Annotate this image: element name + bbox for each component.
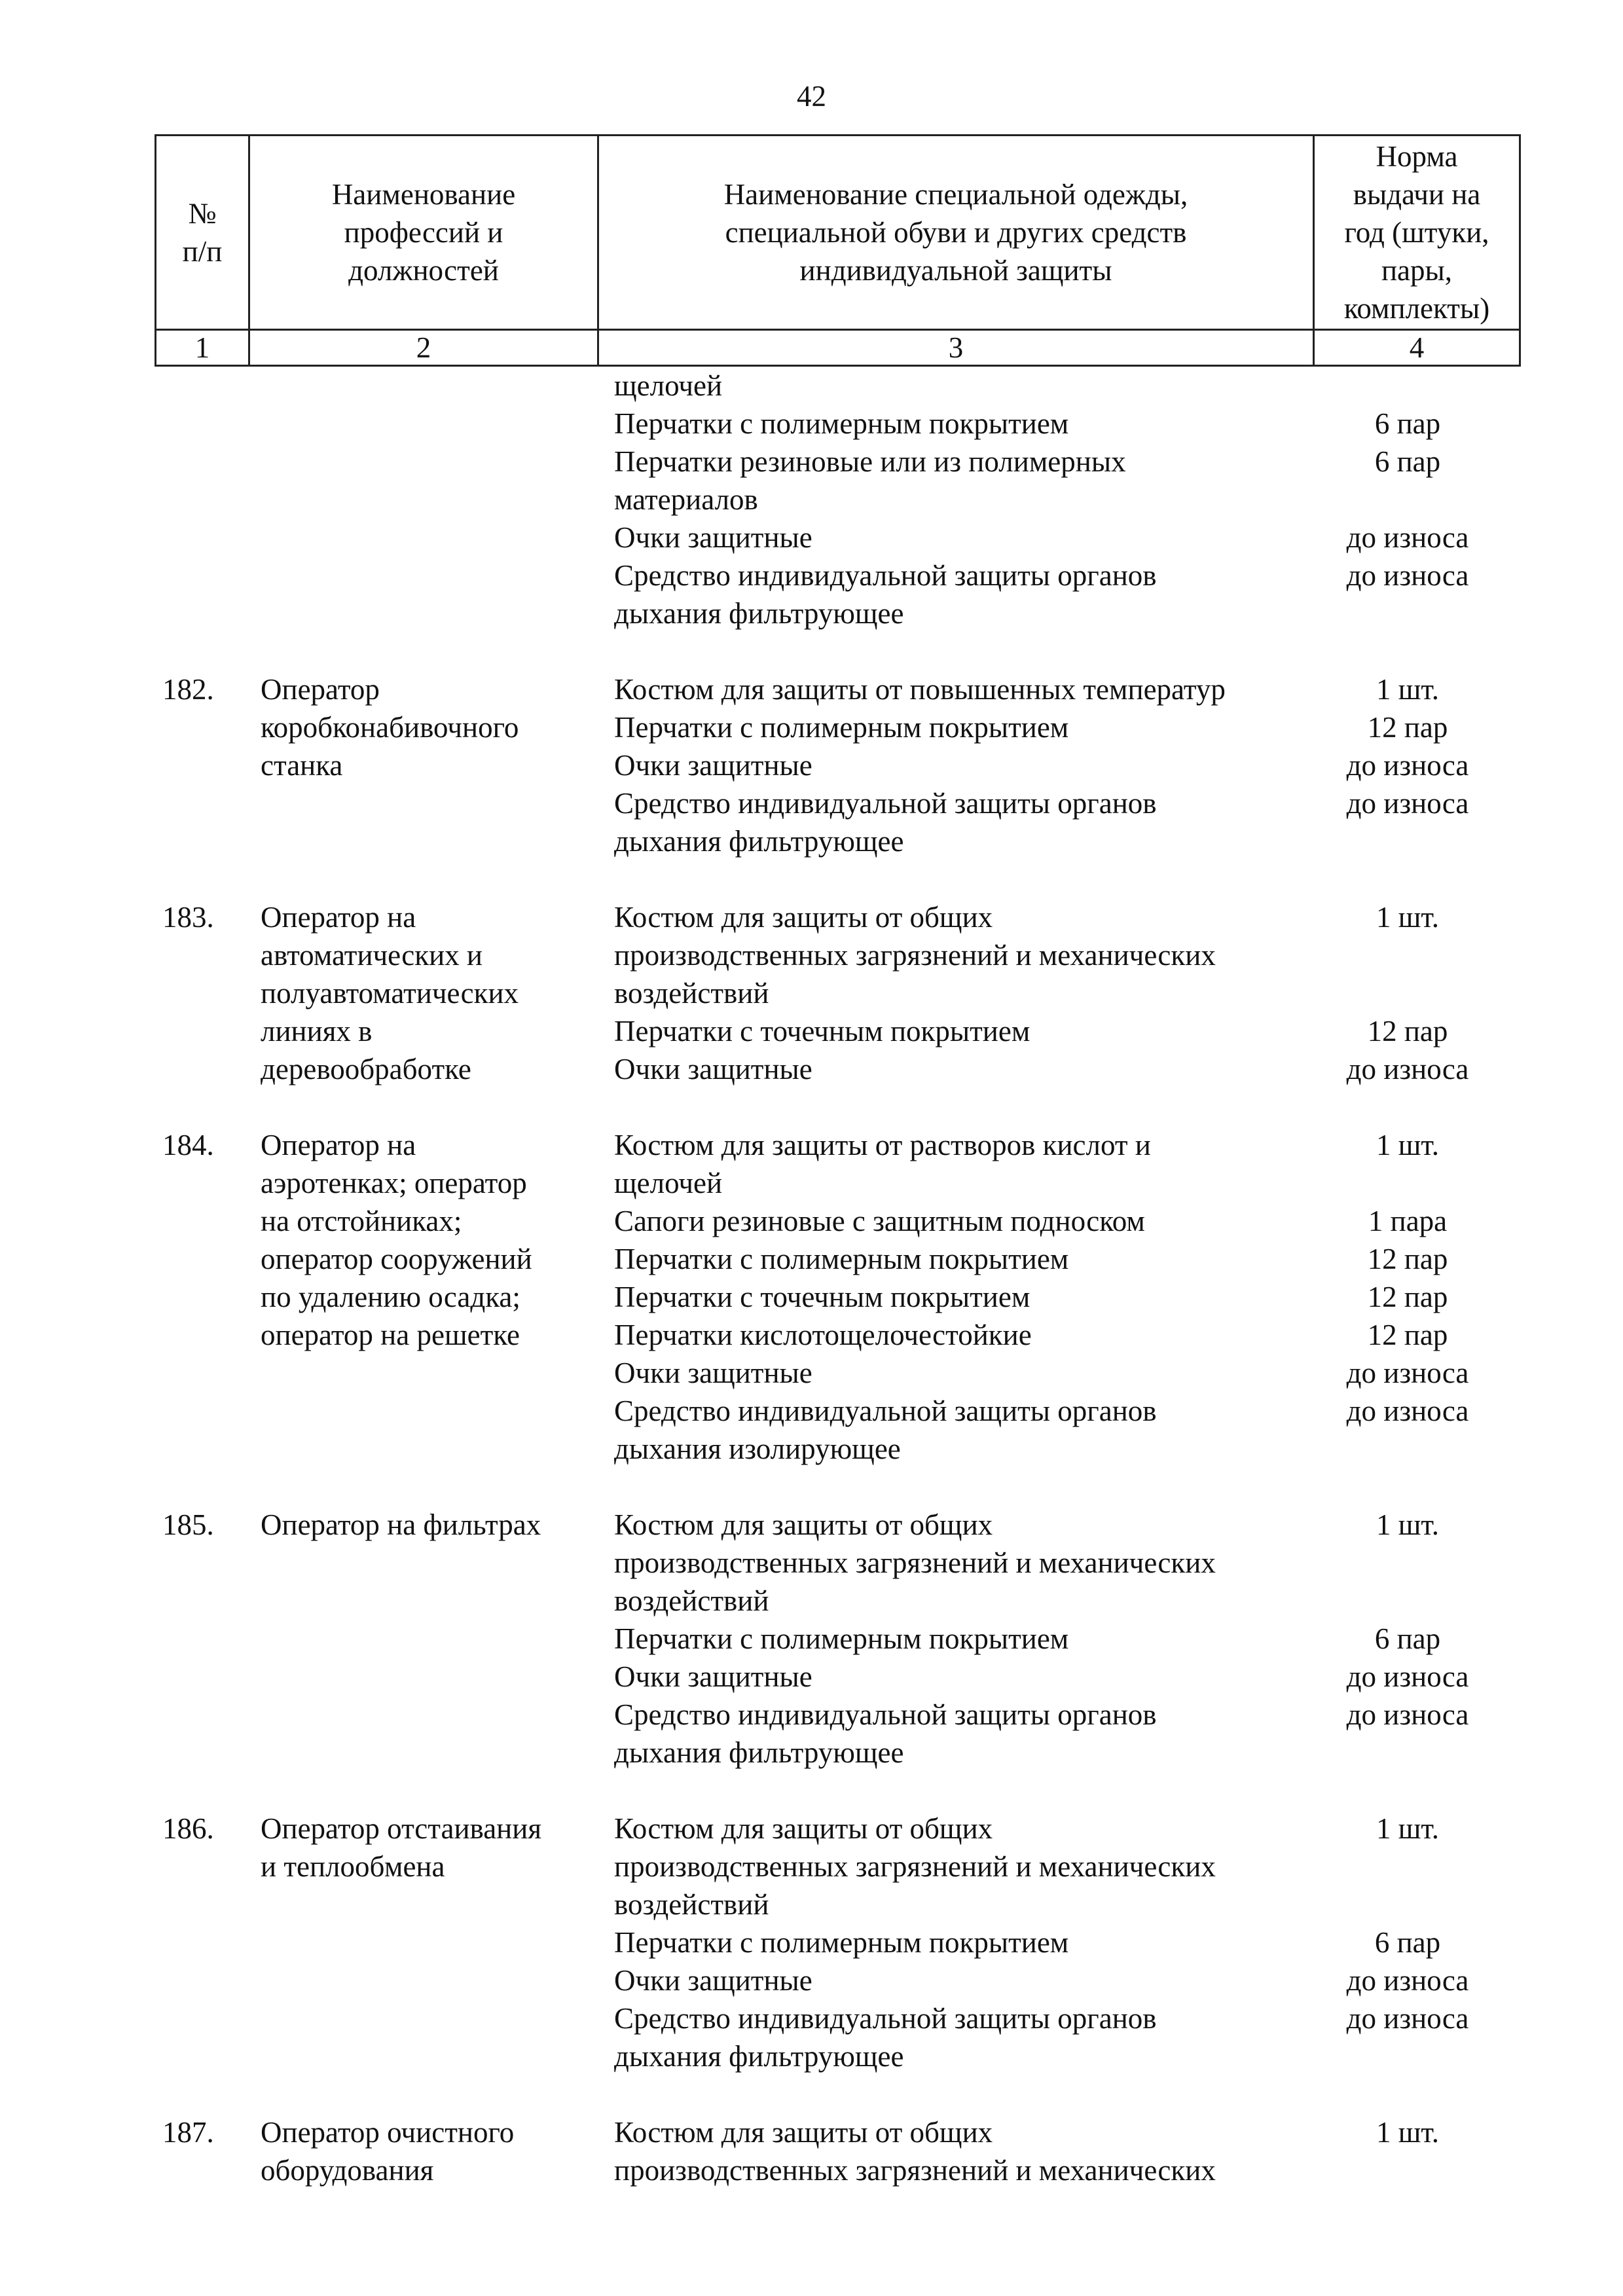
- issue-norm: 1 шт.: [1376, 901, 1439, 934]
- equipment-name: Костюм для защиты от общих производственных загрязнений и механических: [614, 2116, 1216, 2187]
- issue-norm: 1 шт.: [1376, 1812, 1439, 1845]
- equipment-name: Перчатки с полимерным покрытием: [614, 407, 1069, 440]
- issue-norm: до износа: [1346, 1698, 1469, 1731]
- issue-norm: 1 пара: [1368, 1205, 1448, 1237]
- issue-norm: 6 пар: [1374, 1622, 1441, 1655]
- equipment-name: Костюм для защиты от общих производственных загрязнений и механических воздействий: [614, 1508, 1216, 1617]
- equipment-item: [0, 670, 1623, 708]
- equipment-item: [0, 1202, 1623, 1240]
- equipment-item: [0, 443, 1623, 519]
- equipment-item: [0, 1696, 1623, 1772]
- equipment-name: Костюм для защиты от растворов кислот и щелочей: [614, 1129, 1151, 1199]
- issue-norm: 1 шт.: [1376, 673, 1439, 706]
- table-row: [0, 898, 1623, 1088]
- table-row: [0, 367, 1623, 632]
- equipment-item: [0, 1126, 1623, 1202]
- issue-norm: 12 пар: [1367, 1243, 1448, 1275]
- header-equipment: Наименование специальной одежды, специальной обуви и других средств индивидуальной защиты: [598, 136, 1314, 330]
- equipment-item: [0, 367, 1623, 405]
- table-row: [0, 1506, 1623, 1772]
- row-number: 187.: [162, 2116, 214, 2149]
- equipment-item: [0, 1961, 1623, 1999]
- issue-norm: до износа: [1346, 1053, 1469, 1085]
- equipment-name: Перчатки с полимерным покрытием: [614, 1926, 1069, 1959]
- page-number: 42: [797, 80, 826, 113]
- equipment-name: Средство индивидуальной защиты органов дыхания фильтрующее: [614, 559, 1157, 630]
- equipment-item: [0, 1392, 1623, 1468]
- issue-norm: до износа: [1346, 2002, 1469, 2035]
- equipment-item: [0, 1012, 1623, 1050]
- equipment-name: Очки защитные: [614, 1357, 812, 1389]
- equipment-item: [0, 1050, 1623, 1088]
- header-profession: Наименование профессий и должностей: [249, 136, 598, 330]
- equipment-item: [0, 1620, 1623, 1658]
- equipment-item: [0, 1240, 1623, 1278]
- equipment-name: Средство индивидуальной защиты органов дыхания изолирующее: [614, 1394, 1157, 1465]
- equipment-name: Очки защитные: [614, 521, 812, 554]
- equipment-name: Перчатки с точечным покрытием: [614, 1281, 1030, 1313]
- equipment-item: [0, 1658, 1623, 1696]
- equipment-name: Костюм для защиты от общих производственных загрязнений и механических воздействий: [614, 901, 1216, 1010]
- column-number-2: 2: [249, 330, 598, 366]
- issue-norm: 1 шт.: [1376, 1508, 1439, 1541]
- equipment-name: Средство индивидуальной защиты органов дыхания фильтрующее: [614, 2002, 1157, 2073]
- row-number: 183.: [162, 901, 214, 934]
- profession-name: Оператор на фильтрах: [261, 1508, 541, 1541]
- issue-norm: до износа: [1346, 1660, 1469, 1693]
- issue-norm: 6 пар: [1374, 445, 1441, 478]
- equipment-item: [0, 784, 1623, 860]
- equipment-name: Очки защитные: [614, 1053, 812, 1085]
- equipment-item: [0, 2113, 1623, 2189]
- issue-norm: до износа: [1346, 559, 1469, 592]
- equipment-item: [0, 519, 1623, 556]
- profession-name: Оператор на автоматических и полуавтоматических линиях в деревообработке: [261, 901, 519, 1085]
- equipment-item: [0, 405, 1623, 443]
- issue-norm: до износа: [1346, 787, 1469, 820]
- equipment-name: Перчатки с полимерным покрытием: [614, 1622, 1069, 1655]
- equipment-name: Перчатки кислотощелочестойкие: [614, 1319, 1032, 1351]
- issue-norm: 6 пар: [1374, 1926, 1441, 1959]
- row-number: 186.: [162, 1812, 214, 1845]
- column-number-1: 1: [156, 330, 249, 366]
- equipment-name: щелочей: [614, 369, 723, 402]
- equipment-name: Очки защитные: [614, 1964, 812, 1997]
- issue-norm: 1 шт.: [1376, 1129, 1439, 1161]
- row-number: 185.: [162, 1508, 214, 1541]
- issue-norm: до износа: [1346, 1964, 1469, 1997]
- equipment-name: Очки защитные: [614, 749, 812, 782]
- issue-norm: до износа: [1346, 1357, 1469, 1389]
- issue-norm: до износа: [1346, 749, 1469, 782]
- equipment-item: [0, 1506, 1623, 1620]
- equipment-name: Костюм для защиты от повышенных температур: [614, 673, 1226, 706]
- table-row: [0, 1810, 1623, 2075]
- issue-norm: 6 пар: [1374, 407, 1441, 440]
- equipment-name: Костюм для защиты от общих производственных загрязнений и механических воздействий: [614, 1812, 1216, 1921]
- table-row: [0, 2113, 1623, 2189]
- issue-norm: 12 пар: [1367, 711, 1448, 744]
- profession-name: Оператор отстаивания и теплообмена: [261, 1812, 542, 1883]
- equipment-name: Средство индивидуальной защиты органов дыхания фильтрующее: [614, 787, 1157, 858]
- equipment-name: Очки защитные: [614, 1660, 812, 1693]
- equipment-item: [0, 1354, 1623, 1392]
- column-number-4: 4: [1314, 330, 1520, 366]
- table-body: [0, 367, 1623, 2227]
- equipment-name: Перчатки с точечным покрытием: [614, 1015, 1030, 1048]
- issue-norm: до износа: [1346, 521, 1469, 554]
- equipment-name: Перчатки с полимерным покрытием: [614, 1243, 1069, 1275]
- column-number-3: 3: [598, 330, 1314, 366]
- issue-norm: 12 пар: [1367, 1319, 1448, 1351]
- table-header: [155, 134, 1521, 367]
- equipment-item: [0, 1810, 1623, 1923]
- issue-norm: 1 шт.: [1376, 2116, 1439, 2149]
- equipment-item: [0, 746, 1623, 784]
- profession-name: Оператор коробконабивочного станка: [261, 673, 519, 782]
- equipment-name: Перчатки резиновые или из полимерных материалов: [614, 445, 1126, 516]
- equipment-item: [0, 1923, 1623, 1961]
- equipment-name: Сапоги резиновые с защитным подноском: [614, 1205, 1145, 1237]
- issue-norm: 12 пар: [1367, 1015, 1448, 1048]
- profession-name: Оператор на аэротенках; оператор на отстойниках; оператор сооружений по удалению осадка; оператор на решетке: [261, 1129, 532, 1351]
- row-number: 184.: [162, 1129, 214, 1161]
- row-number: 182.: [162, 673, 214, 706]
- equipment-item: [0, 1316, 1623, 1354]
- table-row: [0, 670, 1623, 860]
- equipment-name: Перчатки с полимерным покрытием: [614, 711, 1069, 744]
- table-row: [0, 1126, 1623, 1468]
- equipment-item: [0, 1999, 1623, 2075]
- equipment-name: Средство индивидуальной защиты органов дыхания фильтрующее: [614, 1698, 1157, 1769]
- header-norm: Норма выдачи на год (штуки, пары, комплекты): [1314, 136, 1520, 330]
- equipment-item: [0, 1278, 1623, 1316]
- profession-name: Оператор очистного оборудования: [261, 2116, 515, 2187]
- equipment-item: [0, 898, 1623, 1012]
- equipment-item: [0, 556, 1623, 632]
- equipment-item: [0, 708, 1623, 746]
- issue-norm: 12 пар: [1367, 1281, 1448, 1313]
- header-number: № п/п: [156, 136, 249, 330]
- issue-norm: до износа: [1346, 1394, 1469, 1427]
